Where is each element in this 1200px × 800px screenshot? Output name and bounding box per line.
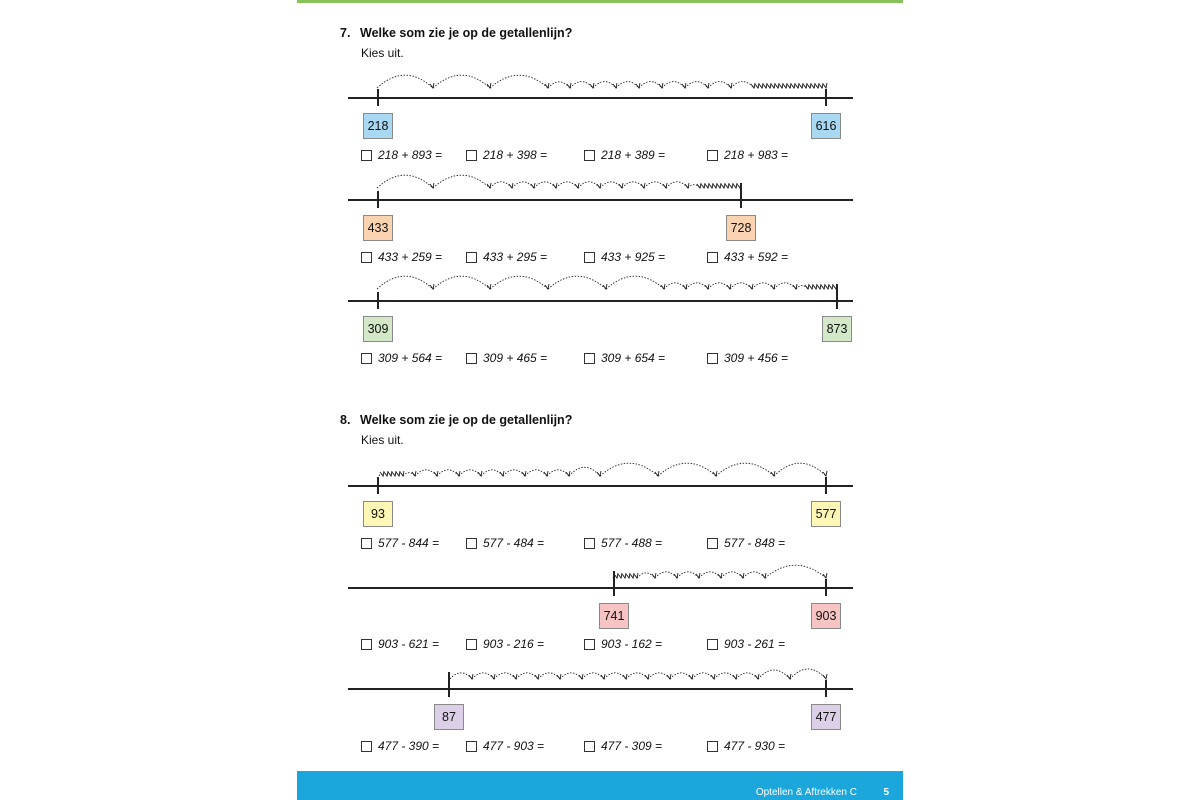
jump-arc <box>664 283 686 289</box>
jump-arc <box>774 463 826 476</box>
jump-arc <box>721 572 743 578</box>
jump-arc <box>377 276 433 289</box>
answer-option-text: 477 - 930 = <box>724 739 786 753</box>
jump-arc <box>538 673 560 679</box>
question-8-instruction: Kies uit. <box>361 433 404 447</box>
jump-arc <box>570 82 593 88</box>
jump-arc <box>639 82 662 88</box>
jump-arc <box>377 175 433 188</box>
question-7-text: Welke som zie je op de getallenlijn? <box>360 26 573 40</box>
answer-option-text: 218 + 983 = <box>724 148 789 162</box>
jump-arc <box>548 276 606 289</box>
jump-arc <box>774 283 796 289</box>
start-number-box: 309 <box>363 316 393 342</box>
end-number-box: 577 <box>811 501 841 527</box>
answer-option-text: 218 + 389 = <box>601 148 666 162</box>
jump-arc <box>459 470 481 476</box>
jump-arc <box>685 82 708 88</box>
jump-arc <box>692 673 714 679</box>
jump-arc <box>450 673 472 679</box>
jump-arc <box>415 470 437 476</box>
answer-option-text: 433 + 259 = <box>378 250 443 264</box>
jump-arc <box>490 182 512 188</box>
jump-arrowhead <box>737 183 741 188</box>
jump-arrowhead <box>823 573 827 578</box>
jump-arrowhead <box>823 83 827 88</box>
jump-arc <box>560 673 582 679</box>
end-number-box: 903 <box>811 603 841 629</box>
jump-arc <box>730 283 752 289</box>
jump-arc <box>699 572 721 578</box>
answer-option-text: 477 - 903 = <box>483 739 545 753</box>
answer-option-text: 309 + 465 = <box>483 351 548 365</box>
jump-arc <box>606 276 664 289</box>
start-number-box: 87 <box>434 704 464 730</box>
answer-option-text: 577 - 484 = <box>483 536 545 550</box>
jump-arc <box>600 182 622 188</box>
jump-arc <box>616 82 639 88</box>
jump-arc <box>548 82 570 88</box>
jump-arc <box>437 470 459 476</box>
end-number-box: 616 <box>811 113 841 139</box>
start-number-box: 218 <box>363 113 393 139</box>
answer-option-text: 577 - 844 = <box>378 536 440 550</box>
jump-arc <box>790 669 826 679</box>
answer-option-text: 309 + 654 = <box>601 351 666 365</box>
end-number-box: 477 <box>811 704 841 730</box>
jump-arc <box>622 182 644 188</box>
jump-arrowhead <box>823 471 827 476</box>
jump-arc <box>547 470 569 476</box>
jump-arc <box>666 182 688 188</box>
page-number: 5 <box>883 787 889 798</box>
answer-option-text: 309 + 564 = <box>378 351 443 365</box>
jump-arc <box>716 463 774 476</box>
jump-arc <box>481 470 503 476</box>
jump-arc <box>655 572 677 578</box>
start-number-box: 433 <box>363 215 393 241</box>
jump-arc <box>578 182 600 188</box>
jump-arc <box>662 82 685 88</box>
jump-arc <box>658 463 716 476</box>
jump-arc <box>736 673 758 679</box>
jump-arc <box>677 572 699 578</box>
question-8-number: 8. <box>340 413 351 427</box>
jump-arc <box>582 673 604 679</box>
answer-option-text: 903 - 621 = <box>378 637 440 651</box>
answer-option-text: 309 + 456 = <box>724 351 789 365</box>
jump-arc <box>604 673 626 679</box>
jump-arc <box>752 283 774 289</box>
jump-arc <box>686 283 708 289</box>
jump-arc <box>534 182 556 188</box>
answer-option-text: 477 - 309 = <box>601 739 663 753</box>
question-7-instruction: Kies uit. <box>361 46 404 60</box>
jump-arc <box>490 75 548 88</box>
jump-arrowhead <box>833 284 837 289</box>
start-number-box: 741 <box>599 603 629 629</box>
footer-title: Optellen & Aftrekken C <box>755 787 857 798</box>
jump-arc <box>494 673 516 679</box>
answer-option-text: 903 - 162 = <box>601 637 663 651</box>
jump-arc <box>708 82 731 88</box>
answer-option-text: 218 + 398 = <box>483 148 548 162</box>
footer-bar <box>297 771 903 800</box>
jump-arc <box>569 467 600 476</box>
jump-arc <box>644 182 666 188</box>
jump-arc <box>731 82 754 88</box>
jump-arc <box>433 175 490 188</box>
jump-arc <box>377 75 433 88</box>
answer-option-text: 577 - 848 = <box>724 536 786 550</box>
answer-option-text: 433 + 295 = <box>483 250 548 264</box>
jump-arc <box>433 276 490 289</box>
answer-option-text: 218 + 893 = <box>378 148 443 162</box>
jump-arc <box>512 182 534 188</box>
answer-option-text: 477 - 390 = <box>378 739 440 753</box>
jump-arc <box>765 565 826 578</box>
jump-arrowhead <box>823 674 827 679</box>
jump-arc <box>593 82 616 88</box>
jump-arc <box>525 470 547 476</box>
jump-arc <box>758 670 790 679</box>
jump-arc <box>670 673 692 679</box>
jump-arc <box>743 572 765 578</box>
jump-arc <box>626 673 648 679</box>
answer-option-text: 903 - 261 = <box>724 637 786 651</box>
end-number-box: 873 <box>822 316 852 342</box>
jump-arc <box>556 182 578 188</box>
jump-arc <box>600 463 658 476</box>
jump-arc <box>637 573 655 578</box>
jump-arc <box>714 673 736 679</box>
answer-option-text: 433 + 925 = <box>601 250 666 264</box>
jump-arc <box>433 75 490 88</box>
answer-option-text: 577 - 488 = <box>601 536 663 550</box>
jump-arc <box>472 673 494 679</box>
jump-arc <box>708 283 730 289</box>
jump-arc <box>648 673 670 679</box>
end-number-box: 728 <box>726 215 756 241</box>
start-number-box: 93 <box>363 501 393 527</box>
jump-arc <box>503 470 525 476</box>
answer-option-text: 433 + 592 = <box>724 250 789 264</box>
jump-arc <box>490 276 548 289</box>
question-8-text: Welke som zie je op de getallenlijn? <box>360 413 573 427</box>
answer-option-text: 903 - 216 = <box>483 637 545 651</box>
jump-arc <box>516 673 538 679</box>
question-7-number: 7. <box>340 26 351 40</box>
